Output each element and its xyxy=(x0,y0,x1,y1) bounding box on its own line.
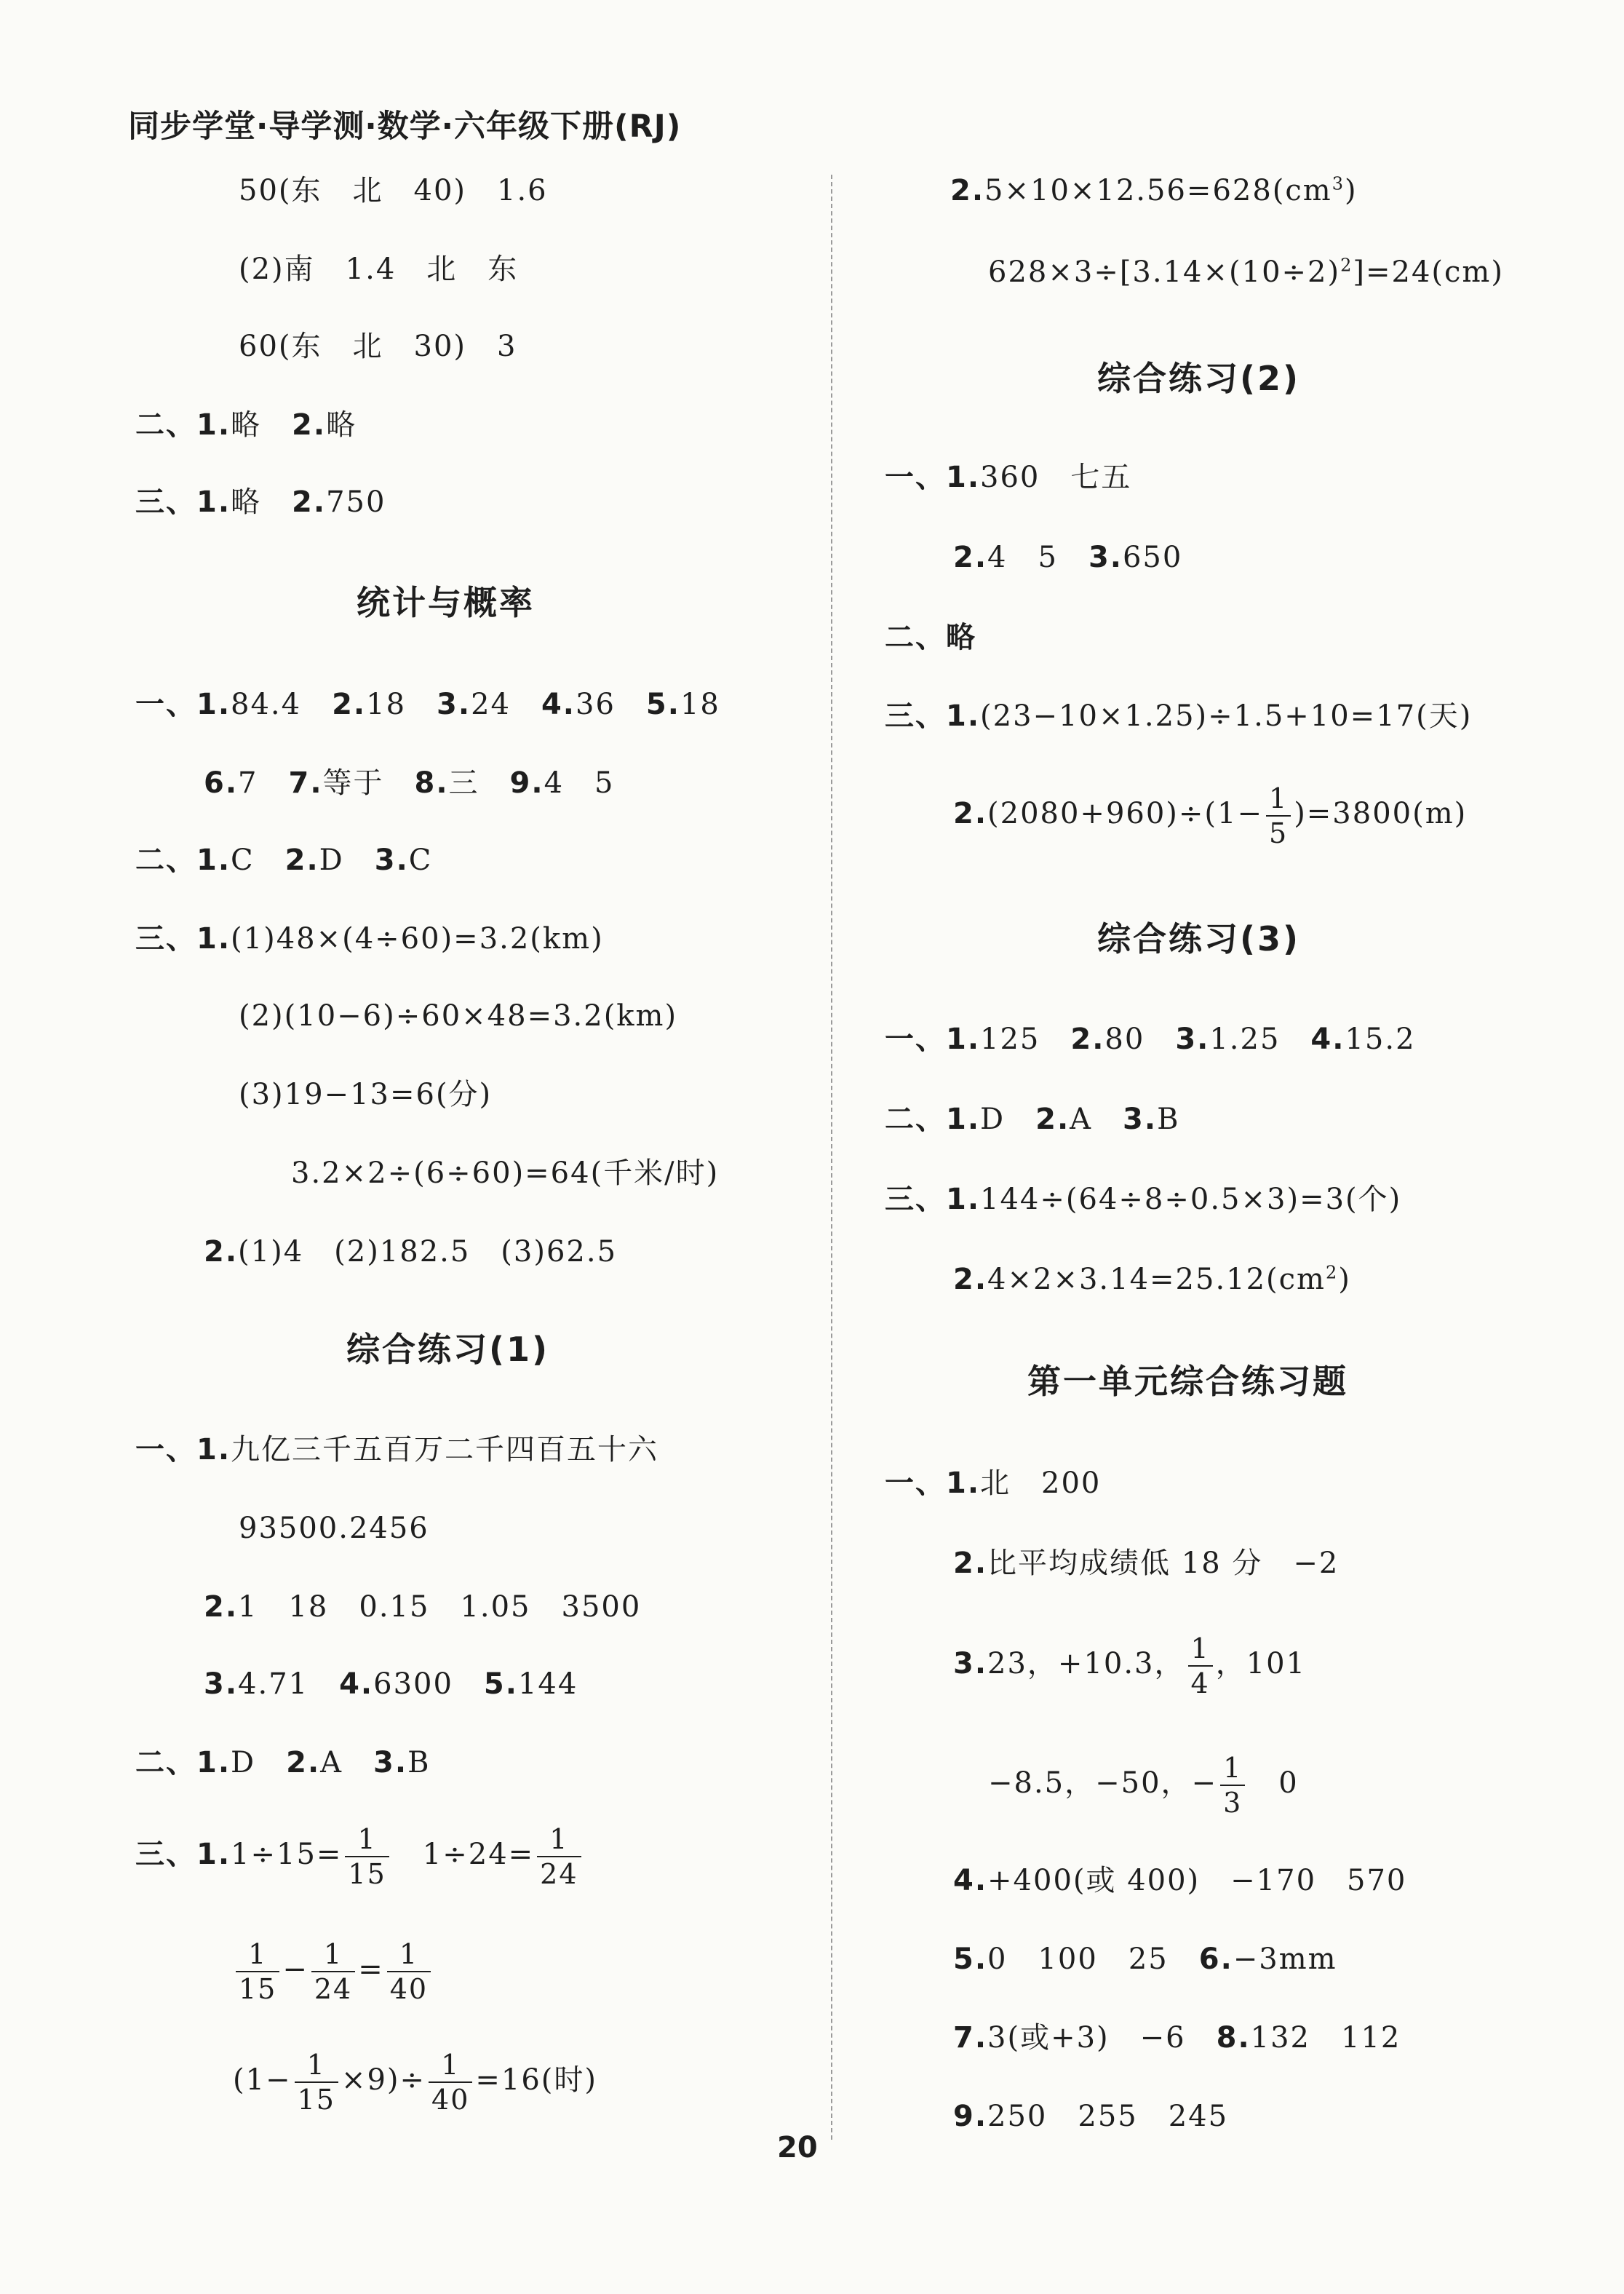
answer-line: 三、1.1÷15= $\frac{1}{15}$ 1÷24= $\frac{1}{24}$ xyxy=(135,1825,584,1888)
answer-line: 二、1.D 2.A 3.B xyxy=(885,1103,1180,1136)
section-title: 统计与概率 xyxy=(357,583,535,622)
answer-line: 2.1 18 0.15 1.05 3500 xyxy=(204,1590,642,1624)
answer-line: 一、1.360 七五 xyxy=(885,461,1132,494)
answer-line: 一、1.125 2.80 3.1.25 4.15.2 xyxy=(885,1023,1416,1056)
fraction: $\frac{1}{24}$ xyxy=(537,1825,581,1888)
fraction: $\frac{1}{3}$ xyxy=(1220,1754,1245,1817)
answer-line: 3.2×2÷(6÷60)=64(千米/时) xyxy=(291,1156,720,1190)
fraction: $\frac{1}{15}$ xyxy=(345,1825,389,1888)
answer-line: $2.5\times 10\times 12.56=628(cm^3)$ xyxy=(950,173,1358,207)
answer-line: 三、1.(23−10×1.25)÷1.5+10=17(天) xyxy=(885,699,1473,733)
answer-line: 三、1.(1)48×(4÷60)=3.2(km) xyxy=(135,922,604,956)
answer-line: $628\times 3\div[3.14\times(10\div 2)^2]=24(cm)$ xyxy=(988,255,1504,289)
answer-line: 5.0 100 25 6.−3mm xyxy=(953,1942,1337,1976)
page-number: 20 xyxy=(777,2131,818,2164)
fraction: $\frac{1}{5}$ xyxy=(1266,785,1291,847)
fraction: $\frac{1}{15}$ xyxy=(295,2051,338,2114)
answer-line: (3)19−13=6(分) xyxy=(239,1078,493,1111)
answer-line: 一、1.84.4 2.18 3.24 4.36 5.18 xyxy=(135,688,720,721)
answer-line: 2.4 5 3.650 xyxy=(953,541,1183,574)
answer-line: 9.250 255 245 xyxy=(953,2100,1229,2133)
answer-line: 二、1.C 2.D 3.C xyxy=(135,844,433,877)
answer-line: (2)(10−6)÷60×48=3.2(km) xyxy=(239,999,678,1033)
answer-line: 一、1.九亿三千五百万二千四百五十六 xyxy=(135,1433,659,1467)
answer-line: 2.(2080+960)÷(1− $\frac{1}{5}$ )=3800(m) xyxy=(953,782,1468,849)
answer-line: $\frac{1}{15}$ − $\frac{1}{24}$ = $\frac{1}{40}$ xyxy=(233,1940,434,2003)
section-title: 综合练习(2) xyxy=(1097,359,1301,398)
answer-line: 50(东 北 40) 1.6 xyxy=(239,174,548,207)
answer-line: 一、1.北 200 xyxy=(885,1467,1102,1500)
answer-line: 93500.2456 xyxy=(239,1512,429,1545)
answer-line: (2)南 1.4 北 东 xyxy=(239,253,519,286)
page-header: 同步学堂·导学测·数学·六年级下册(RJ) xyxy=(128,108,682,145)
fraction: $\frac{1}{4}$ xyxy=(1188,1635,1213,1697)
answer-line: (1− $\frac{1}{15}$ ×9)÷ $\frac{1}{40}$ =16(时) xyxy=(233,2049,598,2116)
section-title: 综合练习(3) xyxy=(1097,919,1301,959)
answer-line: 三、1.144÷(64÷8÷0.5×3)=3(个) xyxy=(885,1183,1402,1216)
answer-line: 60(东 北 30) 3 xyxy=(239,330,517,363)
answer-line: 4.+400(或 400) −170 570 xyxy=(953,1864,1407,1897)
section-title: 第一单元综合练习题 xyxy=(1027,1362,1348,1401)
fraction: $\frac{1}{24}$ xyxy=(311,1940,355,2003)
answer-line: 三、1.略 2.750 xyxy=(135,485,386,519)
answer-line: −8.5，−50，− $\frac{1}{3}$ 0 xyxy=(988,1752,1299,1819)
answer-line: 2.比平均成绩低 18 分 −2 xyxy=(953,1547,1340,1580)
fraction: $\frac{1}{40}$ xyxy=(429,2051,472,2114)
answer-line: 二、1.略 2.略 xyxy=(135,408,357,442)
answer-line: 7.3(或+3) −6 8.132 112 xyxy=(953,2021,1401,2055)
fraction: $\frac{1}{15}$ xyxy=(236,1940,279,2003)
answer-line: 二、略 xyxy=(885,621,976,654)
answer-line: 3.23，+10.3， $\frac{1}{4}$ ，101 xyxy=(953,1632,1307,1699)
answer-line: $2.4\times 2\times 3.14=25.12(cm^2)$ xyxy=(953,1262,1351,1296)
answer-line: 二、1.D 2.A 3.B xyxy=(135,1746,431,1779)
column-divider xyxy=(831,175,832,2140)
section-title: 综合练习(1) xyxy=(346,1330,550,1369)
fraction: $\frac{1}{40}$ xyxy=(387,1940,431,2003)
answer-line: 2.(1)4 (2)182.5 (3)62.5 xyxy=(204,1235,618,1269)
answer-line: 3.4.71 4.6300 5.144 xyxy=(204,1667,578,1701)
answer-line: 6.7 7.等于 8.三 9.4 5 xyxy=(204,766,615,800)
